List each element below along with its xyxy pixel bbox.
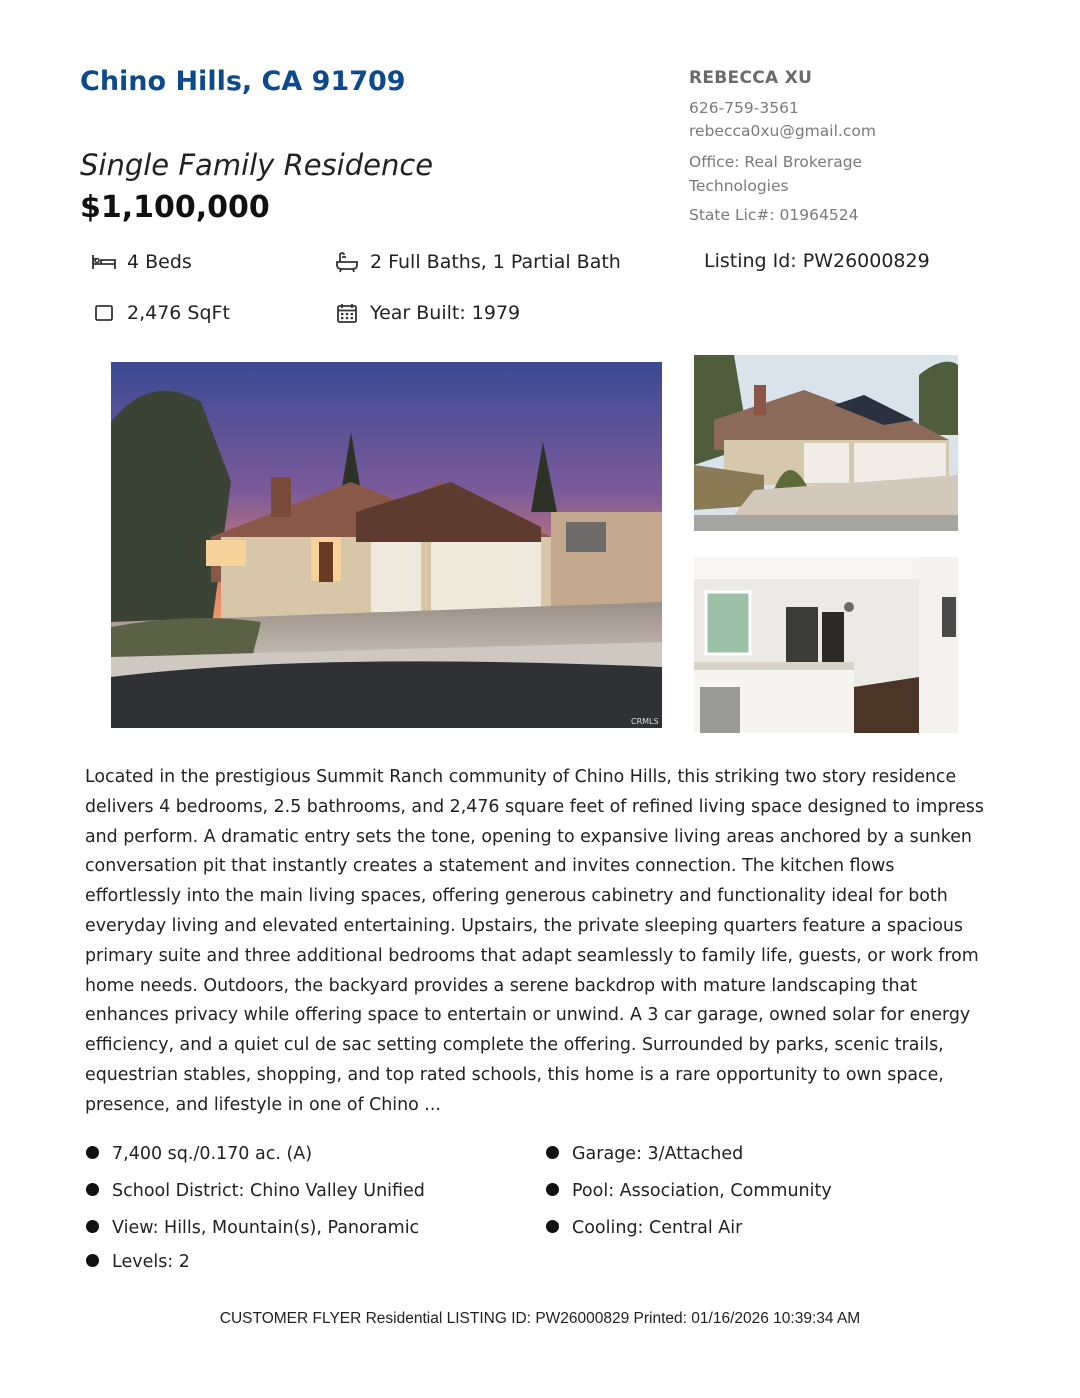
year-built-fact — [333, 301, 520, 325]
property-description: Located in the prestigious Summit Ranch community of Chino Hills, this striking two story residence delivers 4 bedrooms, 2.5 bathrooms, and 2,476 square feet of refined living space designed to impress and perform. A dramatic entry sets the tone, opening to expansive living areas anchored by a sunken conversation pit that instantly creates a statement and invites connection. The kitchen flows effortlessly into the main living spaces, offering generous cabinetry and functionality ideal for both everyday living and elevated entertaining. Upstairs, the private sleeping quarters feature a spacious primary suite and three additional bedrooms that adapt seamlessly to family life, guests, or work from home needs. Outdoors, the backyard provides a serene backdrop with mature landscaping that enhances privacy while offering space to entertain or unwind. A 3 car garage, owned solar for energy efficiency, and a quiet cul de sac setting complete the offering. Surrounded by parks, scenic trails, equestrian stables, shopping, and top rated schools, this home is a rare opportunity to own space, presence, and lifestyle in one of Chino ... — [85, 767, 984, 1115]
square-icon — [90, 301, 118, 325]
listing-id-label: Listing Id: PW26000829 — [704, 250, 930, 272]
house-exterior-dusk-photo[interactable] — [111, 362, 662, 728]
flyer-footer: CUSTOMER FLYER Residential LISTING ID: PW26000829 Printed: 01/16/2026 10:39:34 AM — [219, 1310, 861, 1327]
property-type: Single Family Residence — [80, 148, 434, 182]
bullet-icon — [86, 1220, 99, 1233]
feature-item — [546, 1144, 743, 1164]
agent-office: Office: Real Brokerage Technologies — [689, 153, 863, 195]
feature-item — [546, 1181, 832, 1201]
feature-text: 7,400 sq./0.170 ac. (A) — [112, 1144, 313, 1164]
beds-fact — [90, 250, 192, 274]
feature-text: Garage: 3/Attached — [572, 1144, 744, 1164]
feature-item — [86, 1252, 190, 1272]
feature-item — [86, 1218, 419, 1238]
agent-email: rebecca0xu@gmail.com — [689, 122, 876, 140]
baths-label: 2 Full Baths, 1 Partial Bath — [370, 251, 621, 273]
bullet-icon — [86, 1146, 99, 1159]
agent-license: State Lic#: 01964524 — [689, 206, 859, 224]
feature-text: Levels: 2 — [112, 1252, 190, 1272]
feature-text: School District: Chino Valley Unified — [112, 1181, 425, 1201]
bullet-icon — [546, 1183, 559, 1196]
bathtub-icon — [333, 250, 361, 274]
property-price: $1,100,000 — [80, 190, 270, 225]
baths-fact — [333, 250, 621, 274]
bed-icon — [90, 250, 118, 274]
bullet-icon — [86, 1183, 99, 1196]
feature-item — [86, 1144, 312, 1164]
feature-item — [546, 1218, 742, 1238]
agent-name: REBECCA XU — [689, 68, 813, 88]
feature-text: View: Hills, Mountain(s), Panoramic — [112, 1218, 420, 1238]
property-location: Chino Hills, CA 91709 — [80, 66, 406, 97]
bullet-icon — [86, 1254, 99, 1267]
feature-text: Cooling: Central Air — [572, 1218, 743, 1238]
feature-item — [86, 1181, 425, 1201]
bullet-icon — [546, 1220, 559, 1233]
photo-watermark: CRMLS — [631, 717, 659, 726]
feature-text: Pool: Association, Community — [572, 1181, 832, 1201]
listing-id-fact — [704, 250, 930, 272]
sqft-fact — [90, 301, 230, 325]
agent-phone: 626-759-3561 — [689, 99, 799, 117]
year-built-label: Year Built: 1979 — [370, 302, 521, 324]
beds-label: 4 Beds — [127, 251, 192, 273]
kitchen-interior-photo[interactable] — [694, 557, 958, 733]
sqft-label: 2,476 SqFt — [127, 302, 230, 324]
house-exterior-day-photo[interactable] — [694, 355, 958, 531]
calendar-icon — [333, 301, 361, 325]
bullet-icon — [546, 1146, 559, 1159]
